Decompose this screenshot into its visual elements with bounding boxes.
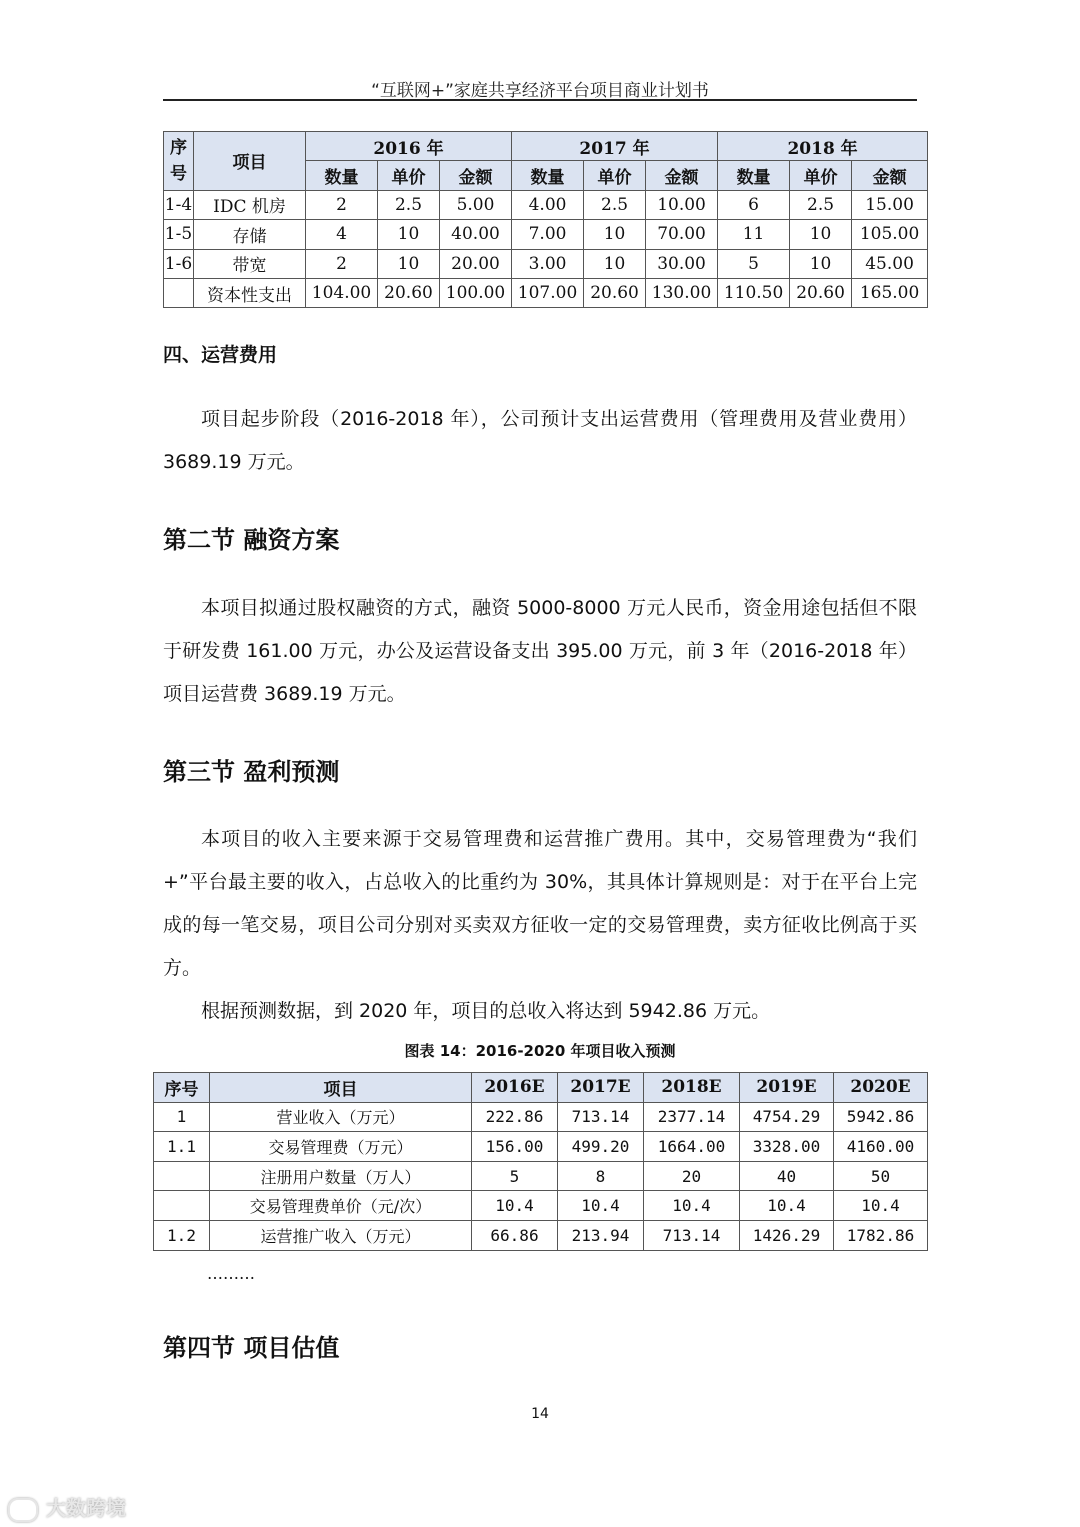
table-caption: 图表 14：2016-2020 年项目收入预测 [404, 1042, 676, 1060]
table-cell: 2 [306, 190, 378, 219]
col-header-year: 2018E [644, 1073, 740, 1103]
opex-paragraph: 项目起步阶段（2016-2018 年），公司预计支出运营费用（管理费用及营业费用）3689.19 万元。 [163, 408, 917, 473]
col-header-price: 单价 [584, 161, 646, 190]
table-row [164, 220, 928, 249]
col-header-qty: 数量 [306, 161, 378, 190]
table-cell: 10.4 [740, 1191, 834, 1221]
col-header-qty: 数量 [718, 161, 790, 190]
table-cell: 20.60 [378, 278, 440, 307]
table-cell: 222.86 [472, 1102, 558, 1132]
table-cell: 运营推广收入（万元） [210, 1220, 472, 1250]
table-cell [154, 1191, 210, 1221]
table-cell: 713.14 [558, 1102, 644, 1132]
table-cell: 100.00 [440, 278, 512, 307]
table-cell: 30.00 [646, 249, 718, 278]
header-divider [163, 99, 917, 101]
table-cell: 带宽 [194, 249, 306, 278]
table-cell: 10 [378, 220, 440, 249]
table-cell: 10 [790, 249, 852, 278]
table-cell: 10.4 [472, 1191, 558, 1221]
table-cell: 注册用户数量（万人） [210, 1161, 472, 1191]
table-cell: 10.4 [834, 1191, 928, 1221]
table-cell: 4 [306, 220, 378, 249]
table-cell: 2377.14 [644, 1102, 740, 1132]
table-cell: 营业收入（万元） [210, 1102, 472, 1132]
table-cell: 499.20 [558, 1132, 644, 1162]
table-row [154, 1191, 928, 1221]
table-cell: 6 [718, 190, 790, 219]
table-cell: 213.94 [558, 1220, 644, 1250]
table-cell: 40.00 [440, 220, 512, 249]
table-cell [164, 278, 194, 307]
table-cell: 存储 [194, 220, 306, 249]
revenue-summary-paragraph: 根据预测数据，到 2020 年，项目的总收入将达到 5942.86 万元。 [201, 1000, 771, 1022]
revenue-forecast-table [153, 1072, 928, 1251]
table-row [164, 249, 928, 278]
table-cell: 4160.00 [834, 1132, 928, 1162]
table-cell: 2.5 [584, 190, 646, 219]
table-cell: 45.00 [852, 249, 928, 278]
table-row [154, 1132, 928, 1162]
table-cell: 2.5 [790, 190, 852, 219]
table-cell: 10.00 [646, 190, 718, 219]
table-cell: 20.60 [790, 278, 852, 307]
table-cell [154, 1161, 210, 1191]
table-row [154, 1220, 928, 1250]
table-cell: 10 [584, 249, 646, 278]
watermark-logo-icon [8, 1498, 38, 1522]
table-cell: 10.4 [644, 1191, 740, 1221]
col-header-year: 2019E [740, 1073, 834, 1103]
table-cell: 4.00 [512, 190, 584, 219]
page-number: 14 [531, 1406, 549, 1422]
table-cell: 1.1 [154, 1132, 210, 1162]
col-header-amount: 金额 [440, 161, 512, 190]
table-cell: 104.00 [306, 278, 378, 307]
table-row [164, 190, 928, 219]
col-header-price: 单价 [378, 161, 440, 190]
col-header-seq: 序号 [164, 132, 194, 191]
financing-paragraph: 本项目拟通过股权融资的方式，融资 5000-8000 万元人民币，资金用途包括但不限于研发费 161.00 万元，办公及运营设备支出 395.00 万元，前 3 年（2016-2018 年）项目运营费 3689.19 万元。 [163, 597, 917, 705]
section-heading-financing: 第二节 融资方案 [163, 526, 340, 554]
table-cell: 交易管理费单价（元/次） [210, 1191, 472, 1221]
table-cell: 5.00 [440, 190, 512, 219]
table-cell: 1-6 [164, 249, 194, 278]
table-cell: 2.5 [378, 190, 440, 219]
capex-table [163, 131, 928, 308]
table-cell: 70.00 [646, 220, 718, 249]
table-cell: 5942.86 [834, 1102, 928, 1132]
table-row [164, 278, 928, 307]
table-cell: 50 [834, 1161, 928, 1191]
col-header-item: 项目 [194, 132, 306, 191]
table-cell: 11 [718, 220, 790, 249]
table-cell: 66.86 [472, 1220, 558, 1250]
table-cell: 5 [472, 1161, 558, 1191]
col-header-year: 2020E [834, 1073, 928, 1103]
col-header-qty: 数量 [512, 161, 584, 190]
table-cell: IDC 机房 [194, 190, 306, 219]
col-header-seq: 序号 [154, 1073, 210, 1103]
section-heading-valuation: 第四节 项目估值 [163, 1334, 340, 1362]
col-header-amount: 金额 [852, 161, 928, 190]
table-cell: 10.4 [558, 1191, 644, 1221]
table-cell: 10 [790, 220, 852, 249]
table-cell: 1.2 [154, 1220, 210, 1250]
table-cell: 交易管理费（万元） [210, 1132, 472, 1162]
table-cell: 105.00 [852, 220, 928, 249]
table-cell: 1-5 [164, 220, 194, 249]
table-cell: 1426.29 [740, 1220, 834, 1250]
page-header-title: “互联网+”家庭共享经济平台项目商业计划书 [371, 81, 709, 101]
table-cell: 1-4 [164, 190, 194, 219]
table-cell: 1 [154, 1102, 210, 1132]
table-cell: 15.00 [852, 190, 928, 219]
table-cell: 4754.29 [740, 1102, 834, 1132]
continuation-ellipsis: ……… [207, 1264, 255, 1283]
table-cell: 130.00 [646, 278, 718, 307]
col-header-year: 2017E [558, 1073, 644, 1103]
table-cell: 3.00 [512, 249, 584, 278]
table-cell: 110.50 [718, 278, 790, 307]
watermark-text: 大数跨境 [46, 1496, 126, 1520]
table-cell: 1782.86 [834, 1220, 928, 1250]
table-row [154, 1161, 928, 1191]
table-cell: 资本性支出 [194, 278, 306, 307]
col-header-price: 单价 [790, 161, 852, 190]
col-header-year: 2018 年 [718, 132, 928, 161]
table-row [154, 1102, 928, 1132]
col-header-year: 2017 年 [512, 132, 718, 161]
table-cell: 165.00 [852, 278, 928, 307]
table-cell: 5 [718, 249, 790, 278]
table-cell: 3328.00 [740, 1132, 834, 1162]
table-cell: 1664.00 [644, 1132, 740, 1162]
table-cell: 107.00 [512, 278, 584, 307]
col-header-item: 项目 [210, 1073, 472, 1103]
table-cell: 10 [584, 220, 646, 249]
table-cell: 20.00 [440, 249, 512, 278]
table-cell: 2 [306, 249, 378, 278]
table-cell: 7.00 [512, 220, 584, 249]
col-header-year: 2016 年 [306, 132, 512, 161]
table-cell: 156.00 [472, 1132, 558, 1162]
profit-paragraph: 本项目的收入主要来源于交易管理费和运营推广费用。其中，交易管理费为“我们+”平台最主要的收入，占总收入的比重约为 30%，其具体计算规则是：对于在平台上完成的每一笔交易，项目公司分别对买卖双方征收一定的交易管理费，卖方征收比例高于买方。 [163, 828, 917, 979]
table-cell: 40 [740, 1161, 834, 1191]
col-header-year: 2016E [472, 1073, 558, 1103]
table-cell: 10 [378, 249, 440, 278]
table-cell: 20 [644, 1161, 740, 1191]
watermark [8, 1492, 126, 1522]
col-header-amount: 金额 [646, 161, 718, 190]
table-cell: 8 [558, 1161, 644, 1191]
table-cell: 713.14 [644, 1220, 740, 1250]
section-heading-profit: 第三节 盈利预测 [163, 758, 340, 786]
table-cell: 20.60 [584, 278, 646, 307]
subsection-heading-opex: 四、运营费用 [163, 344, 278, 366]
